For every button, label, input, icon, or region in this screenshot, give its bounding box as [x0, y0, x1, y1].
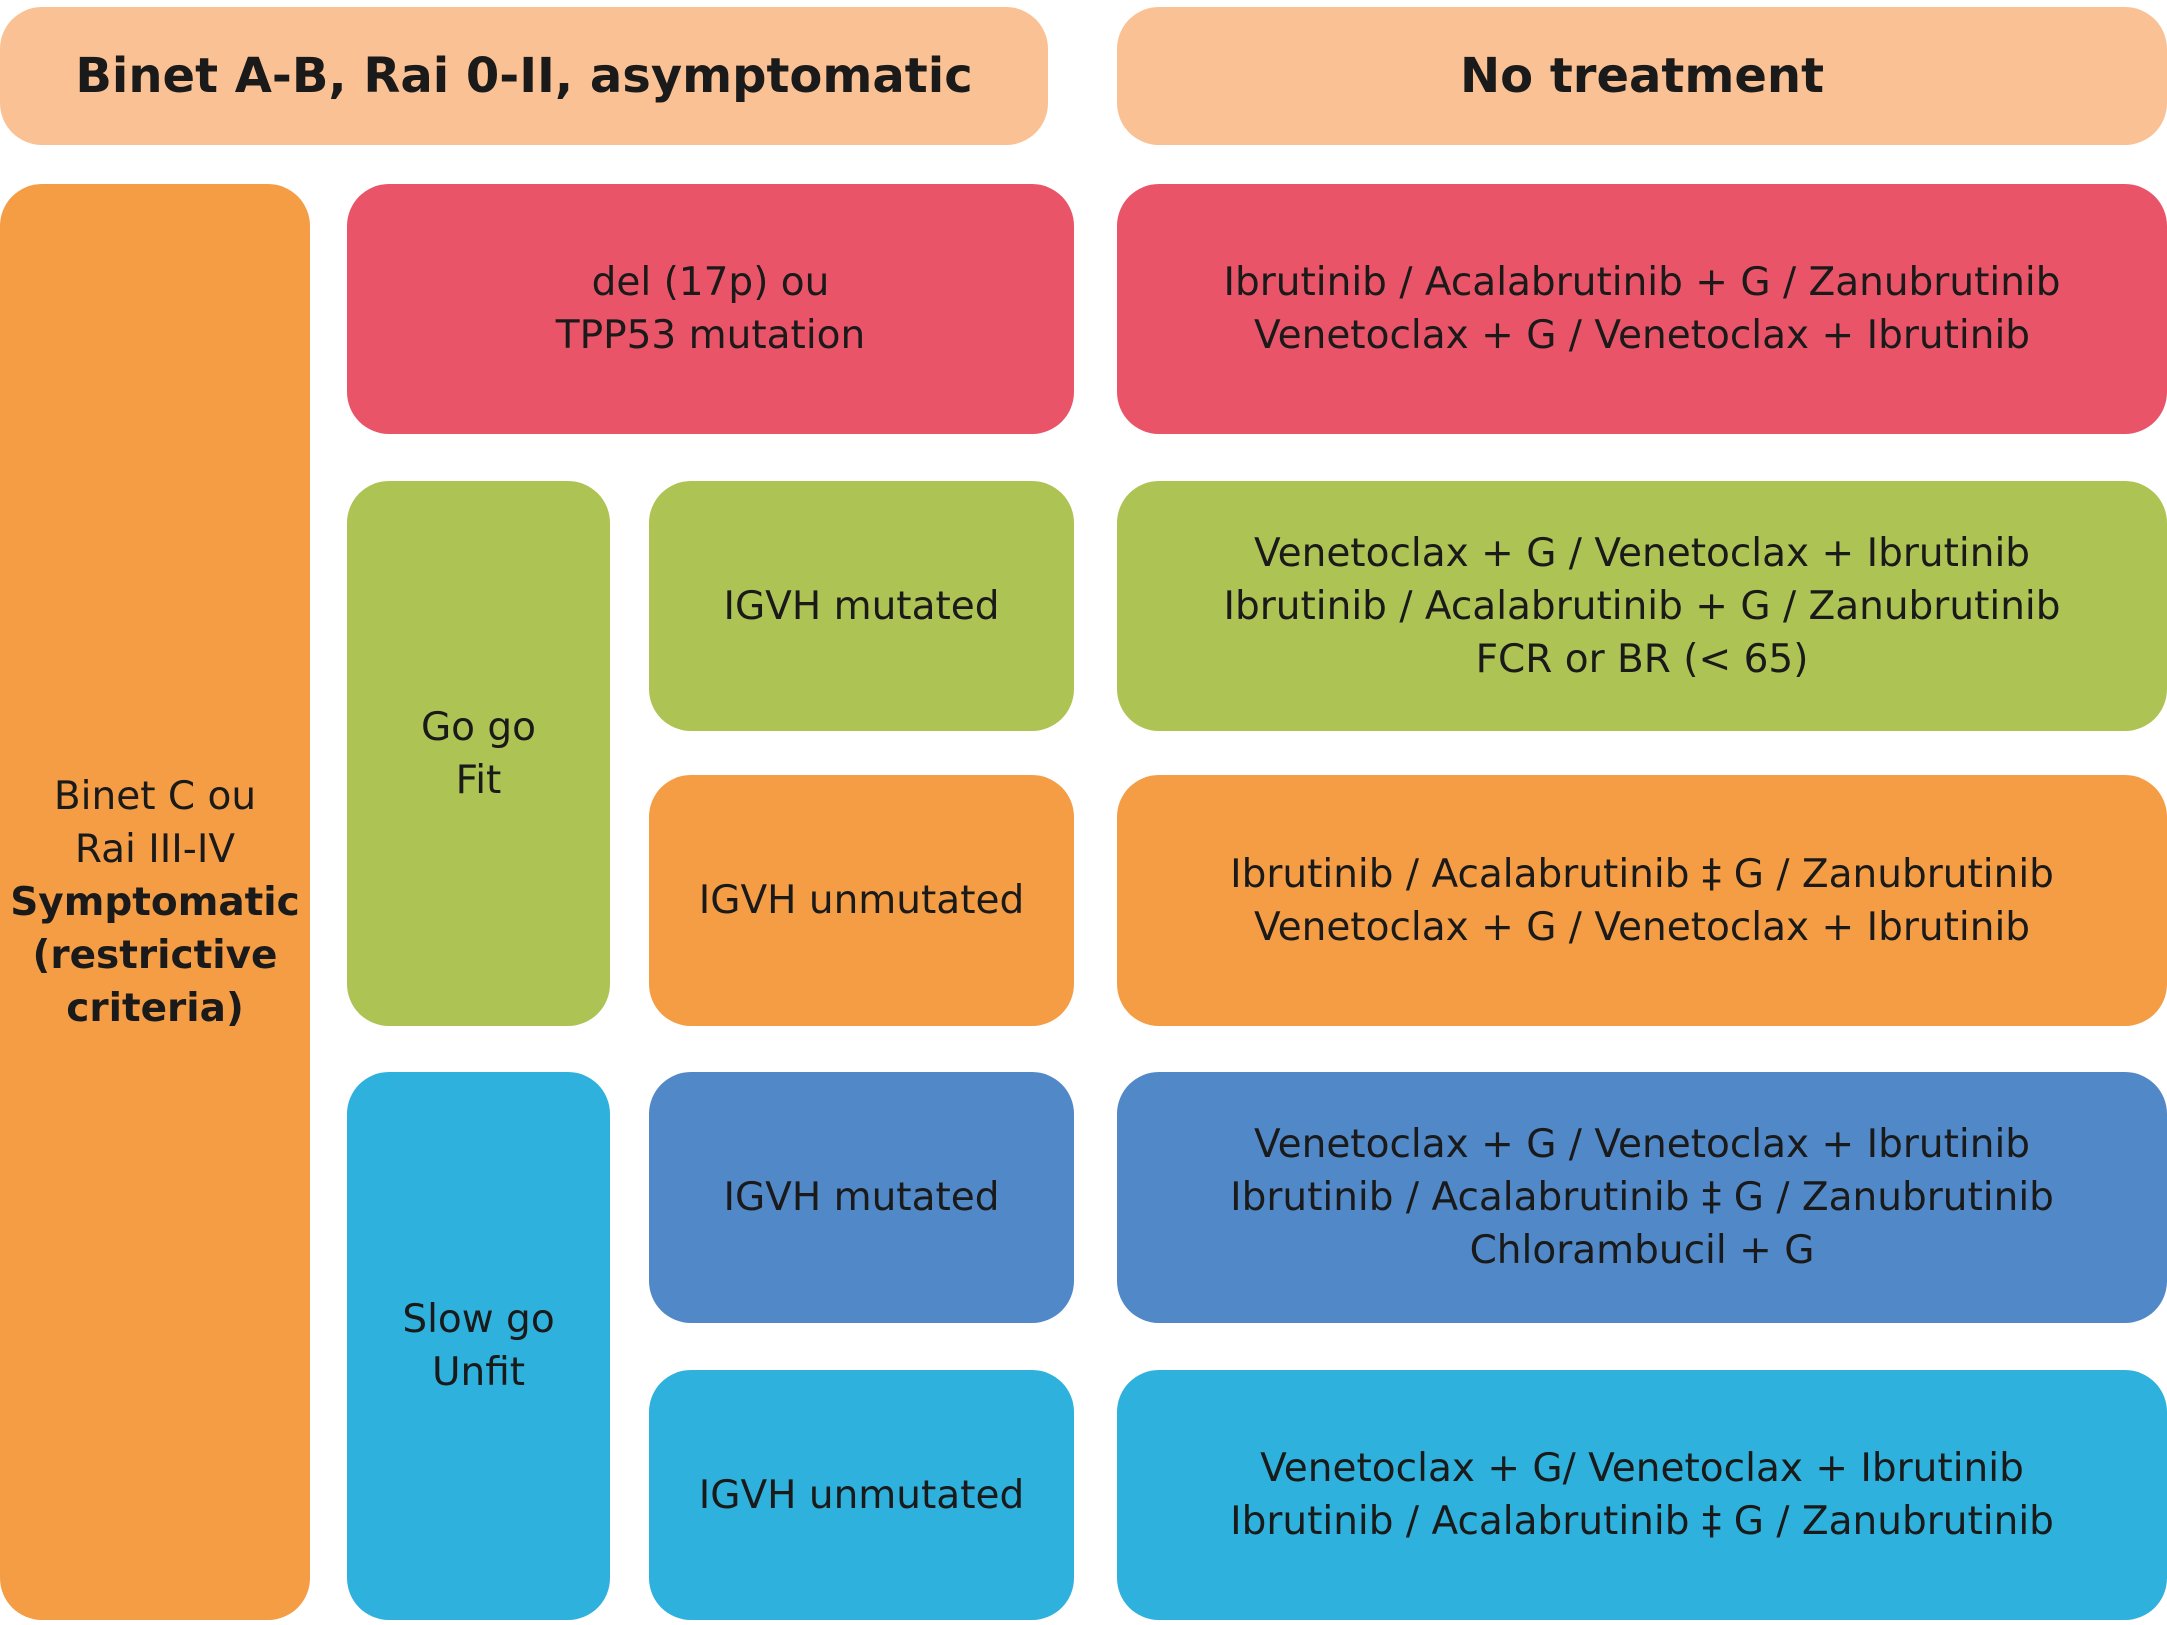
- fit-mutated-treatment-line-1: Venetoclax + G / Venetoclax + Ibrutinib: [1253, 530, 2031, 576]
- del17p-line-1: del (17p) ou: [591, 260, 830, 305]
- unfit-unmutated-treatment-line-2: Ibrutinib / Acalabrutinib ‡ G / Zanubrutinib: [1230, 1499, 2054, 1544]
- unfit-mutated-treatment-line-3: Chlorambucil + G: [1469, 1228, 1815, 1273]
- del17p-treatment-box: [1117, 184, 2167, 434]
- del17p-line-2: TPP53 mutation: [555, 313, 866, 358]
- fit-mutated-treatment-line-2: Ibrutinib / Acalabrutinib + G / Zanubrutinib: [1223, 583, 2061, 629]
- fit-mutated-treatment-box: [1117, 481, 2167, 731]
- unfit-line-2: Unfit: [431, 1350, 526, 1395]
- stage-line-4: (restrictive: [32, 932, 278, 978]
- header-condition-box: [0, 7, 1048, 145]
- unfit-group-box: [347, 1072, 610, 1620]
- del17p-treatment-line-2: Venetoclax + G / Venetoclax + Ibrutinib: [1253, 313, 2031, 358]
- unfit-unmutated-box: [649, 1370, 1074, 1620]
- fit-unmutated-box: [649, 775, 1074, 1026]
- fit-group-box: [347, 481, 610, 1026]
- del17p-treatment-line-1: Ibrutinib / Acalabrutinib + G / Zanubrutinib: [1223, 260, 2061, 305]
- fit-line-1: Go go: [420, 704, 537, 750]
- header-condition-text: Binet A-B, Rai 0-II, asymptomatic: [75, 47, 973, 104]
- fit-mutated-label: IGVH mutated: [723, 583, 1000, 629]
- stage-box: [0, 184, 310, 1620]
- stage-line-3: Symptomatic: [10, 879, 300, 925]
- unfit-mutated-label: IGVH mutated: [723, 1175, 1000, 1220]
- stage-line-2: Rai III-IV: [74, 826, 236, 872]
- unfit-unmutated-treatment-box: [1117, 1370, 2167, 1620]
- del17p-condition-box: [347, 184, 1074, 434]
- unfit-mutated-treatment-line-2: Ibrutinib / Acalabrutinib ‡ G / Zanubrutinib: [1230, 1175, 2054, 1220]
- fit-unmutated-treatment-line-1: Ibrutinib / Acalabrutinib ‡ G / Zanubrutinib: [1230, 851, 2054, 897]
- fit-unmutated-treatment-line-2: Venetoclax + G / Venetoclax + Ibrutinib: [1253, 904, 2031, 950]
- fit-mutated-treatment-line-3: FCR or BR (< 65): [1475, 636, 1809, 682]
- header-treatment-text: No treatment: [1459, 47, 1825, 104]
- unfit-mutated-treatment-box: [1117, 1072, 2167, 1323]
- fit-unmutated-label: IGVH unmutated: [698, 878, 1025, 923]
- stage-line-5: criteria): [66, 985, 244, 1031]
- unfit-mutated-box: [649, 1072, 1074, 1323]
- fit-mutated-box: [649, 481, 1074, 731]
- unfit-unmutated-label: IGVH unmutated: [698, 1472, 1025, 1518]
- fit-unmutated-treatment-box: [1117, 775, 2167, 1026]
- unfit-mutated-treatment-line-1: Venetoclax + G / Venetoclax + Ibrutinib: [1253, 1122, 2031, 1167]
- fit-line-2: Fit: [455, 757, 502, 803]
- unfit-unmutated-treatment-line-1: Venetoclax + G/ Venetoclax + Ibrutinib: [1260, 1446, 2024, 1491]
- header-treatment-box: [1117, 7, 2167, 145]
- stage-line-1: Binet C ou: [53, 773, 257, 819]
- unfit-line-1: Slow go: [402, 1297, 555, 1342]
